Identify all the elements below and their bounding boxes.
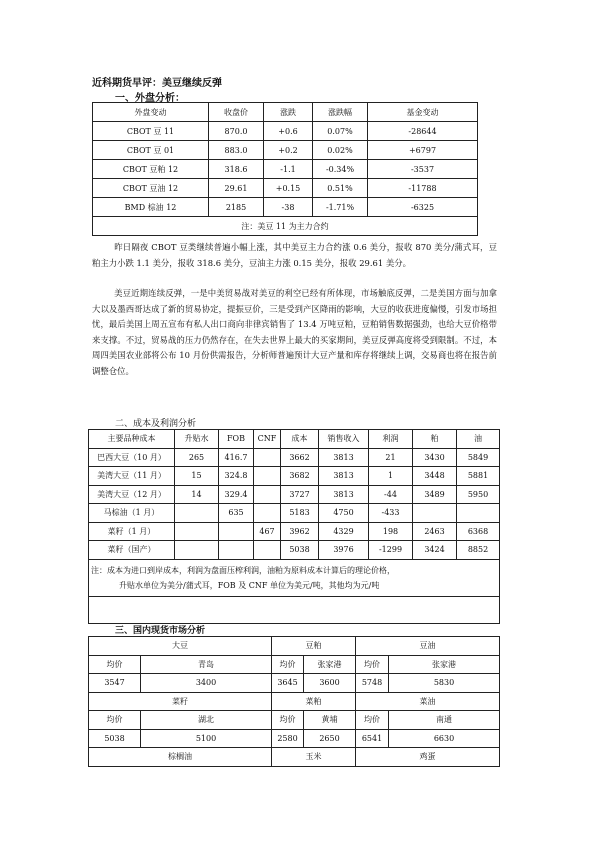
- table-row: [89, 485, 500, 504]
- sub-header-cell: 均价: [272, 655, 304, 674]
- product-name-row: [89, 748, 500, 767]
- spot-market-table: [88, 636, 500, 767]
- table-cell: 3813: [319, 467, 369, 486]
- table-cell: -44: [369, 485, 413, 504]
- table-cell: -433: [369, 504, 413, 523]
- table-cell: 198: [369, 522, 413, 541]
- table-cell: 4750: [319, 504, 369, 523]
- product-name-cell: 菜油: [356, 692, 500, 711]
- header-cell: CNF: [254, 430, 281, 449]
- section-heading-cost-profit: 二、成本及利润分析: [115, 419, 197, 429]
- table-cell: 15: [175, 467, 219, 486]
- table-cell: CBOT 豆粕 12: [93, 160, 209, 179]
- product-name-cell: 大豆: [89, 637, 272, 656]
- table-note-row: [93, 217, 478, 236]
- table-cell: [254, 504, 281, 523]
- table-cell: 324.8: [219, 467, 254, 486]
- table-cell: [175, 541, 219, 560]
- cost-profit-table: [88, 429, 500, 624]
- sub-header-cell: 湖北: [141, 711, 272, 730]
- header-cell: 涨跌: [264, 103, 313, 122]
- table-cell: 3813: [319, 448, 369, 467]
- table-row: [93, 160, 478, 179]
- table-cell: +0.15: [264, 179, 313, 198]
- table-cell: 265: [175, 448, 219, 467]
- table-cell: 3645: [272, 674, 304, 693]
- table-cell: 6368: [457, 522, 500, 541]
- table-cell: 美湾大豆（11 月）: [89, 467, 175, 486]
- table-cell: [413, 504, 457, 523]
- table-cell: [254, 485, 281, 504]
- table-cell: 467: [254, 522, 281, 541]
- table-note-row: [89, 559, 500, 596]
- table-cell: 3813: [319, 485, 369, 504]
- table-row: [89, 729, 500, 748]
- table-cell: 2463: [413, 522, 457, 541]
- table-cell: 3662: [281, 448, 319, 467]
- table-cell: -3537: [368, 160, 478, 179]
- table-cell: CBOT 豆油 12: [93, 179, 209, 198]
- table-cell: 3600: [304, 674, 356, 693]
- table-cell: [254, 448, 281, 467]
- table-cell: 3448: [413, 467, 457, 486]
- table-row: [93, 179, 478, 198]
- table-cell: 635: [219, 504, 254, 523]
- header-cell: 油: [457, 430, 500, 449]
- table-cell: 0.02%: [313, 141, 368, 160]
- table-cell: 3424: [413, 541, 457, 560]
- table-cell: 3400: [141, 674, 272, 693]
- table-cell: 5100: [141, 729, 272, 748]
- table-cell: -28644: [368, 122, 478, 141]
- table-cell: +0.6: [264, 122, 313, 141]
- table-cell: 6630: [389, 729, 500, 748]
- header-cell: 升贴水: [175, 430, 219, 449]
- table-cell: 21: [369, 448, 413, 467]
- table-cell: -38: [264, 198, 313, 217]
- table-cell: +0.2: [264, 141, 313, 160]
- table-cell: 2185: [209, 198, 264, 217]
- table-cell: 2650: [304, 729, 356, 748]
- note-line: 升贴水单位为美分/蒲式耳，FOB 及 CNF 单位为美元/吨，其他均为元/吨: [119, 580, 380, 590]
- table-cell: 5038: [89, 729, 141, 748]
- table-row: [93, 122, 478, 141]
- table-cell: 马棕油（1 月）: [89, 504, 175, 523]
- table-cell: 菜籽（1 月）: [89, 522, 175, 541]
- table-cell: [254, 467, 281, 486]
- table-cell: -11788: [368, 179, 478, 198]
- table-cell: -1.1: [264, 160, 313, 179]
- table-cell: [219, 522, 254, 541]
- table-cell: 3682: [281, 467, 319, 486]
- table-cell: 5183: [281, 504, 319, 523]
- table-cell: [219, 541, 254, 560]
- header-cell: 基金变动: [368, 103, 478, 122]
- table-row: [89, 674, 500, 693]
- market-paragraph: [92, 240, 497, 271]
- product-name-cell: 鸡蛋: [356, 748, 500, 767]
- sub-header-cell: 张家港: [304, 655, 356, 674]
- header-cell: 涨跌幅: [313, 103, 368, 122]
- table-cell: 美湾大豆（12 月）: [89, 485, 175, 504]
- header-cell: 主要品种成本: [89, 430, 175, 449]
- table-cell: 5748: [356, 674, 389, 693]
- product-name-cell: 棕榈油: [89, 748, 272, 767]
- table-cell: 0.51%: [313, 179, 368, 198]
- sub-header-cell: 均价: [356, 655, 389, 674]
- paragraph-text: 美豆近期连续反弹，一是中美贸易战对美豆的利空已经有所体现，市场触底反弹，二是美国方面与加拿大以及墨西哥达成了新的贸易协定，提振豆价，三是受到产区降雨的影响，大豆的收获进度偏慢，引发市场担忧，最后美国上周五宣布有私人出口商向非律宾销售了 13.4 万吨豆粕，豆粕销售数据强劲，也给大豆价格带来支撑。不过，贸易战的压力仍然存在，在失去世界上最大的买家期间，美豆反弹高度将受到限制。不过，本周四美国农业部将公布 10 月份供需报告，分析师普遍预计大豆产量和库存将继续上调，交易商也将在报告前调整仓位。: [92, 288, 497, 376]
- table-header-row: [93, 103, 478, 122]
- table-row: [89, 504, 500, 523]
- analysis-paragraph: [92, 286, 497, 380]
- table-note: [89, 559, 500, 596]
- table-cell: 5950: [457, 485, 500, 504]
- header-cell: 外盘变动: [93, 103, 209, 122]
- note-line: 注：成本为进口到岸成本，利润为盘面压榨利润，油粕为原料成本计算后的理论价格，: [91, 565, 395, 575]
- product-name-cell: 玉米: [272, 748, 356, 767]
- product-name-cell: 菜粕: [272, 692, 356, 711]
- header-cell: 销售收入: [319, 430, 369, 449]
- table-cell: 5038: [281, 541, 319, 560]
- product-name-row: [89, 637, 500, 656]
- table-header-row: [89, 430, 500, 449]
- sub-header-cell: 南通: [389, 711, 500, 730]
- table-cell: 8852: [457, 541, 500, 560]
- page-title: 近科期货早评：美豆继续反弹: [92, 78, 222, 89]
- header-cell: 成本: [281, 430, 319, 449]
- table-row: [89, 541, 500, 560]
- sub-header-cell: 青岛: [141, 655, 272, 674]
- table-cell: [457, 504, 500, 523]
- table-cell: 0.07%: [313, 122, 368, 141]
- section-heading-spot-market: 三、国内现货市场分析: [115, 626, 206, 636]
- table-cell: 3547: [89, 674, 141, 693]
- table-cell: +6797: [368, 141, 478, 160]
- table-row: [89, 467, 500, 486]
- table-cell: CBOT 豆 01: [93, 141, 209, 160]
- blank-cell: [89, 596, 500, 623]
- sub-header-cell: 均价: [356, 711, 389, 730]
- sub-header-row: [89, 655, 500, 674]
- table-blank-row: [89, 596, 500, 623]
- table-cell: [175, 504, 219, 523]
- table-cell: 14: [175, 485, 219, 504]
- header-cell: 粕: [413, 430, 457, 449]
- table-row: [93, 198, 478, 217]
- table-cell: 329.4: [219, 485, 254, 504]
- product-name-cell: 豆粕: [272, 637, 356, 656]
- product-name-cell: 菜籽: [89, 692, 272, 711]
- paragraph-text: 昨日隔夜 CBOT 豆类继续普遍小幅上涨，其中美豆主力合约涨 0.6 美分，报收 870 美分/蒲式耳，豆粕主力小跌 1.1 美分，报收 318.6 美分，豆油主力涨 0.15 美分，报收 29.61 美分。: [92, 242, 497, 268]
- sub-header-cell: 均价: [89, 711, 141, 730]
- sub-header-cell: 黄埔: [304, 711, 356, 730]
- table-cell: 416.7: [219, 448, 254, 467]
- table-cell: [175, 522, 219, 541]
- table-cell: 29.61: [209, 179, 264, 198]
- table-cell: 3727: [281, 485, 319, 504]
- table-cell: 5830: [389, 674, 500, 693]
- table-cell: 1: [369, 467, 413, 486]
- table-cell: 5849: [457, 448, 500, 467]
- table-cell: 870.0: [209, 122, 264, 141]
- sub-header-cell: 均价: [272, 711, 304, 730]
- sub-header-row: [89, 711, 500, 730]
- sub-header-cell: 均价: [89, 655, 141, 674]
- table-cell: CBOT 豆 11: [93, 122, 209, 141]
- table-row: [89, 448, 500, 467]
- table-cell: -1.71%: [313, 198, 368, 217]
- table-cell: BMD 棕油 12: [93, 198, 209, 217]
- header-cell: 利润: [369, 430, 413, 449]
- table-row: [89, 522, 500, 541]
- product-name-row: [89, 692, 500, 711]
- table-cell: 菜籽（国产）: [89, 541, 175, 560]
- table-cell: 3430: [413, 448, 457, 467]
- table-cell: 巴西大豆（10 月）: [89, 448, 175, 467]
- table-cell: -1299: [369, 541, 413, 560]
- table-cell: 3976: [319, 541, 369, 560]
- table-cell: 2580: [272, 729, 304, 748]
- table-cell: -0.34%: [313, 160, 368, 179]
- table-cell: -6325: [368, 198, 478, 217]
- header-cell: FOB: [219, 430, 254, 449]
- table-cell: 6541: [356, 729, 389, 748]
- header-cell: 收盘价: [209, 103, 264, 122]
- foreign-market-table: [92, 102, 478, 236]
- product-name-cell: 豆油: [356, 637, 500, 656]
- table-cell: [254, 541, 281, 560]
- table-cell: 3962: [281, 522, 319, 541]
- table-row: [93, 141, 478, 160]
- sub-header-cell: 张家港: [389, 655, 500, 674]
- table-note: 注：美豆 11 为主力合约: [93, 217, 478, 236]
- table-cell: 5881: [457, 467, 500, 486]
- table-cell: 4329: [319, 522, 369, 541]
- table-cell: 883.0: [209, 141, 264, 160]
- table-cell: 318.6: [209, 160, 264, 179]
- section-heading-foreign-market: 一、外盘分析：: [115, 93, 185, 104]
- table-cell: 3489: [413, 485, 457, 504]
